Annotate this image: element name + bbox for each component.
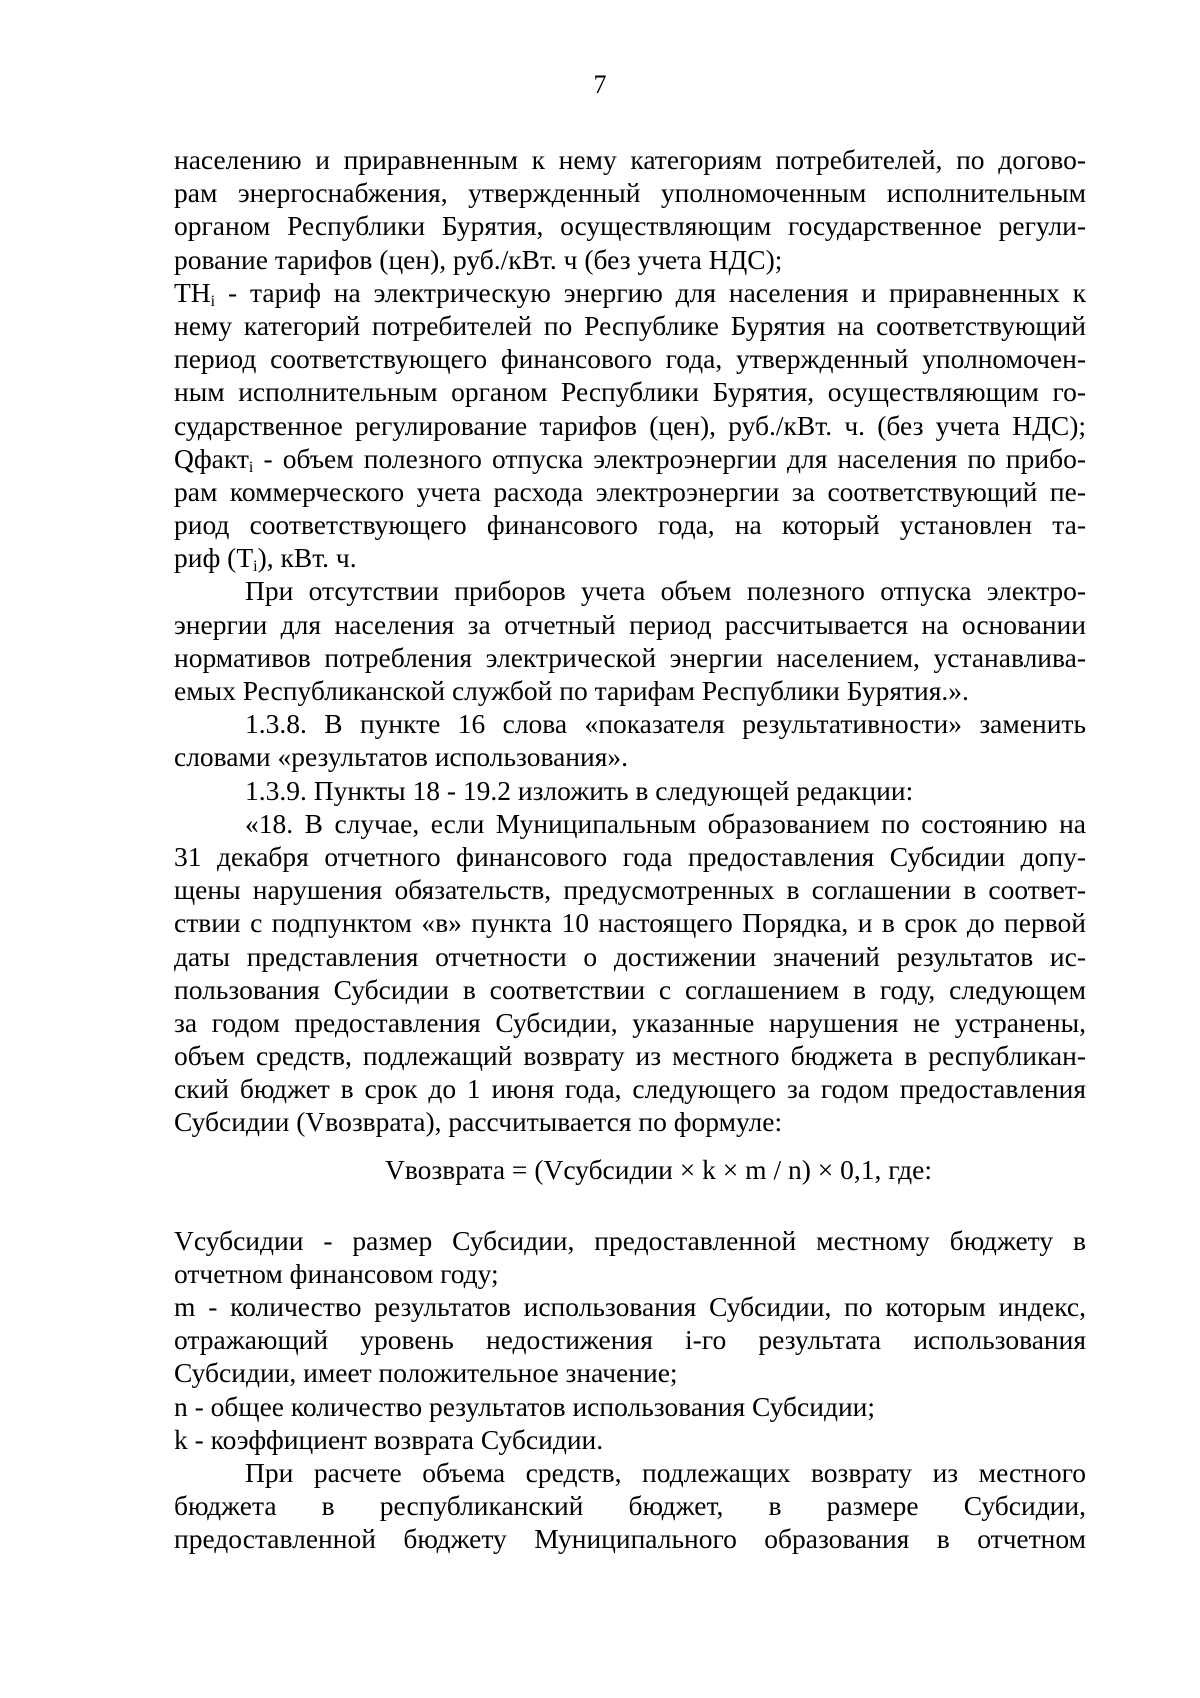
symbol-tn: ТН <box>174 276 211 308</box>
text-line: отражающий уровень недостижения i-го результата использования <box>174 1324 1086 1356</box>
text-line: Субсидии (Vвозврата), рассчитывается по формуле: <box>174 1106 783 1138</box>
text-line <box>174 541 1086 574</box>
text-line: m - количество результатов использования Субсидии, по которым индекс, <box>174 1291 1086 1322</box>
text-line: ным исполнительным органом Республики Бурятия, осуществляющим го- <box>174 376 1086 408</box>
text-line: Vсубсидии - размер Субсидии, предоставленной местному бюджету в <box>174 1224 1086 1256</box>
text-line: рам энергоснабжения, утвержденный уполномоченным исполнительным <box>174 177 1086 209</box>
definition-text: - тариф на электрическую энергию для населения и приравненных к <box>215 276 1086 308</box>
text-line: ский бюджет в срок до 1 июня года, следующего за годом предоставления <box>174 1073 1086 1105</box>
text-line: отчетном финансовом году; <box>174 1257 499 1289</box>
text-line: даты представления отчетности о достижении значений результатов ис- <box>174 940 1086 972</box>
text-line: бюджета в республиканский бюджет, в размере Субсидии, <box>174 1490 1086 1522</box>
text-line: предоставленной бюджету Муниципального образования в отчетном <box>174 1523 1086 1555</box>
definition-text: - объем полезного отпуска электроэнергии для населения по прибо- <box>253 442 1086 474</box>
text-line: «18. В случае, если Муниципальным образованием по состоянию на <box>245 807 1086 839</box>
subscript-i: i <box>248 458 254 476</box>
text-line: нему категорий потребителей по Республике Бурятия на соответствующий <box>174 309 1086 341</box>
text-line: 1.3.9. Пункты 18 - 19.2 изложить в следующей редакции: <box>245 774 914 806</box>
text-line: При отсутствии приборов учета объем полезного отпуска электро- <box>245 575 1086 607</box>
text-line: емых Республиканской службой по тарифам Республики Бурятия.». <box>174 675 969 706</box>
text-line: за годом предоставления Субсидии, указанные нарушения не устранены, <box>174 1006 1086 1038</box>
text-line: объем средств, подлежащий возврату из местного бюджета в республикан- <box>174 1040 1086 1072</box>
text-line: период соответствующего финансового года, утвержденный уполномочен- <box>174 343 1086 375</box>
text-line: пользования Субсидии в соответствии с соглашением в году, следующем <box>174 973 1086 1005</box>
text-line: щены нарушения обязательств, предусмотренных в соглашении в соответ- <box>174 874 1086 906</box>
text-line: рам коммерческого учета расхода электроэнергии за соответствующий пе- <box>174 475 1086 507</box>
text-line: населению и приравненным к нему категориям потребителей, по догово- <box>174 144 1086 175</box>
text-line <box>174 442 1086 475</box>
text-line: нормативов потребления электрической энергии населением, устанавлива- <box>174 641 1086 673</box>
text-line <box>174 276 1086 309</box>
text-fragment: риф (Т <box>174 542 254 574</box>
text-line: 1.3.8. В пункте 16 слова «показателя результативности» заменить <box>245 708 1086 740</box>
text-line: сударственное регулирование тарифов (цен), руб./кВт. ч. (без учета НДС); <box>174 409 1086 441</box>
text-line: словами «результатов использования». <box>174 741 628 773</box>
formula: Vвозврата = (Vсубсидии × k × m / n) × 0,1, где: <box>385 1153 932 1185</box>
subscript-i: i <box>210 292 216 310</box>
text-line: рование тарифов (цен), руб./кВт. ч (без учета НДС); <box>174 243 783 275</box>
text-line: При расчете объема средств, подлежащих возврату из местного <box>245 1456 1086 1488</box>
text-fragment: ), кВт. ч. <box>257 542 357 574</box>
document-body <box>174 143 1086 1556</box>
text-line: Субсидии, имеет положительное значение; <box>174 1357 678 1389</box>
text-line: k - коэффициент возврата Субсидии. <box>174 1423 604 1455</box>
text-line: ствии с подпунктом «в» пункта 10 настоящего Порядка, и в срок до первой <box>174 907 1086 939</box>
subscript-i: i <box>253 558 258 576</box>
symbol-qfakt: Qфакт <box>174 442 249 474</box>
text-line: риод соответствующего финансового года, на который установлен та- <box>174 509 1086 541</box>
text-line: n - общее количество результатов использования Субсидии; <box>174 1390 876 1422</box>
text-line: энергии для населения за отчетный период рассчитывается на основании <box>174 608 1086 640</box>
text-line: органом Республики Бурятия, осуществляющим государственное регули- <box>174 210 1086 242</box>
page-number: 7 <box>593 70 607 99</box>
text-line: 31 декабря отчетного финансового года предоставления Субсидии допу- <box>174 840 1086 872</box>
